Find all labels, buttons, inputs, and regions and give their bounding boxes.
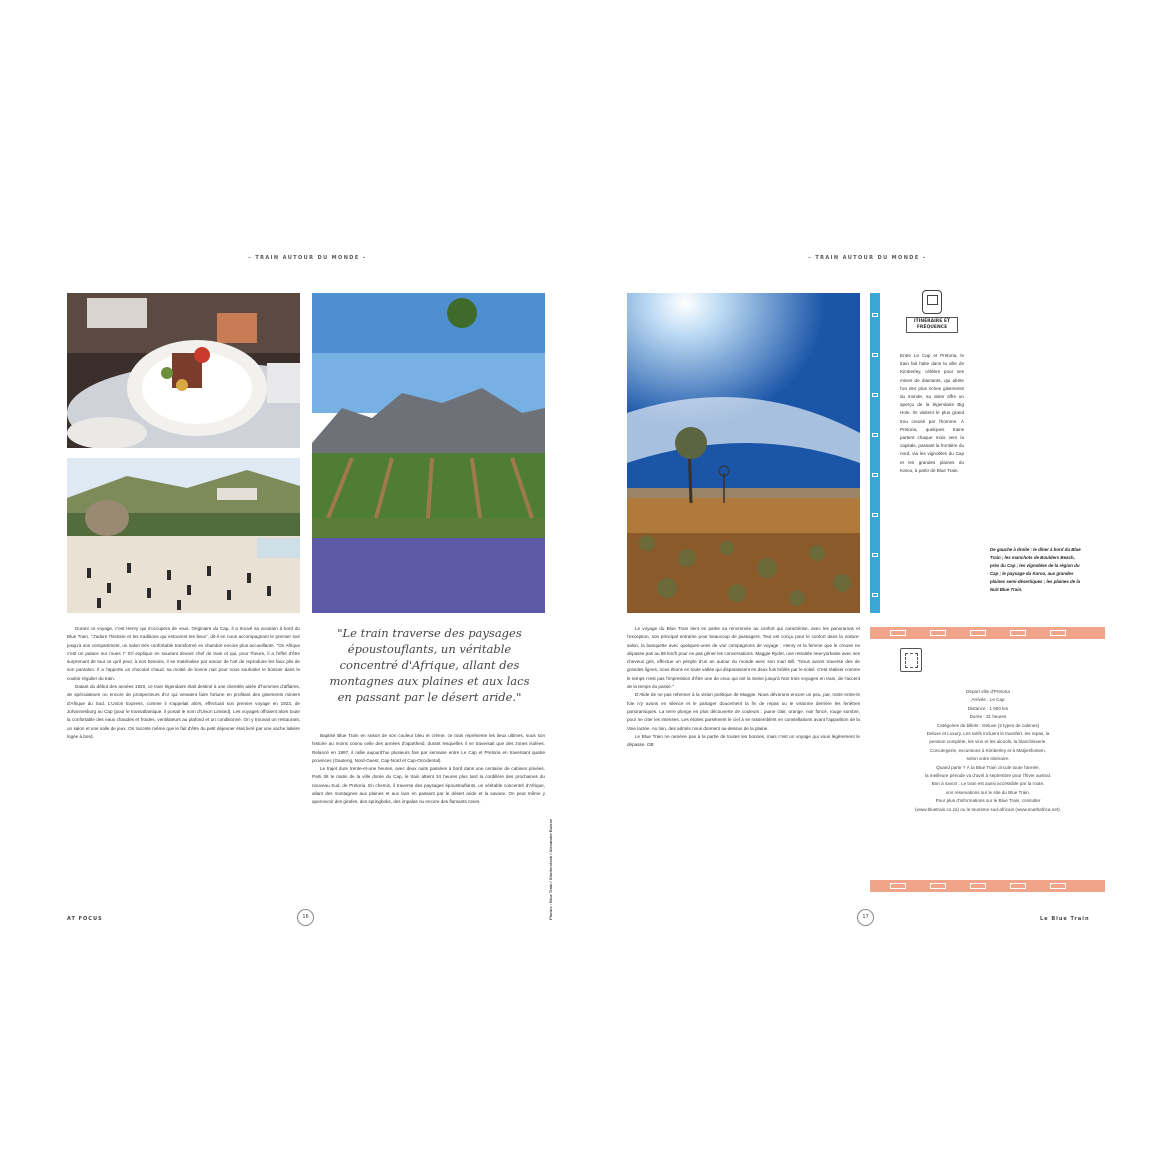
- pull-quote: "Le train traverse des paysages époustouflants, un véritable concentré d'Afrique, allant des montagnes aux plaines et aux lacs en passant par le désert aride.": [329, 626, 530, 704]
- itinerary-sidebar: [882, 290, 982, 616]
- body-paragraph: Le trajet dure trente-et-une heures, avec deux nuits passées à bord dans une centaine de cabines privées. Parti tôt le matin de la ville dorée du Cap, le train atteint 34 heures plus tard la cordillère des prochaines du nouveau Sud, de Pretoria. En chemin, il traverse des paysages époustouflants, un véritable concentré d'Afrique, allant des montagnes aux plaines et aux lacs en passant par le désert aride et la savane. On peut même y apercevoir des girafes, des springboks, des impalas ou encore des flamants roses.: [312, 766, 545, 805]
- photo-caption: De gauche à droite : le dîner à bord du Blue Train ; les manchots de Boulders Beach, près du Cap ; les vignobles de la région du Cap ; le paysage du Karoo, aux grandes plaines semi-désertiques ; les plaines de la Nuit Blue Train.: [990, 547, 1081, 592]
- left-page: [60, 250, 555, 940]
- vineyard-photo: [312, 293, 545, 613]
- running-head: – TRAIN AUTOUR DU MONDE –: [248, 255, 367, 261]
- body-paragraph: Le Blue Train ne ramène pas à la partie de toutes les bonnes, mais c'est un voyage qui vous légèrement le dépasse. OB: [627, 733, 860, 748]
- photo-credit: Photos : Blue Train / Shutterstock / Alexandre Buisse: [548, 819, 553, 920]
- right-page: [620, 250, 1115, 940]
- info-line: selon votre itinéraire.: [966, 756, 1010, 762]
- blue-strip-left: [870, 293, 880, 613]
- practical-info-block: [868, 688, 1108, 814]
- info-line: Conciergerie, excursions à Kimberley et à Matjiesfontein,: [930, 747, 1046, 753]
- info-line: Catégories de billets : Deluxe (2 types de cabines): [936, 722, 1040, 728]
- body-paragraph: D'Alide de ne pas refermer à la vision poétique de Maggie. Nous dévorons encore un peu, par, notre entre-le foie n'y avons en silence et le partager doucement la fin de repas ou le visionne derrière les fenêtres panoramiques. La terre plonge en plus découverte de couleurs : jaune clair, orange, noir foncé, rouge sombre, pour ne citer les intenses. Les étoiles parsèment le ciel à se rassemblent en constellations avant l'apparition de la Voie lactée. Au loin, des adroits nous donnent au-dessus de la plaine.: [627, 692, 860, 731]
- info-line: Pour plus d'informations sur le Blue Train, consulter: [935, 798, 1041, 804]
- info-line: Quand partir ? À la Blue Train circule toute l'année,: [936, 764, 1040, 770]
- sidebar-title: ITINÉRAIRE ET FRÉQUENCE: [906, 317, 958, 333]
- body-column-2: [312, 732, 545, 897]
- body-paragraph: Durant ce voyage, c'est Henry qui s'occupera de vous. Originaire du Cap, il a trouvé sa vocation à bord du Blue Train. "J'adore l'histoire et les traditions qui entourent les lieux", dit-il en nous accompagnant le premier soir jusqu'à son compartiment, un salon très confortable transformé en chambre encore plus accueillante. "On Afrique c'est un palace sur roues !" S'il explique en souriant devant chef de train et qui, pour l'heure, il a l'effet d'être surprenant de tout ce qu'il peut, à nos besoins, il se matérialise par amour de l'art de reproduire les faux plis de son pantalon. Il a l'apporte un chocolat chaud, sa moitié de bonne nuit pour nous souhaiter le bonsoir dans le couloir régulier du train.: [67, 626, 300, 681]
- info-line: pension complète, les vins et les alcools, la blanchisserie.: [929, 739, 1047, 745]
- body-column-1: [627, 625, 860, 895]
- info-line: la meilleure période va d'avril à septembre pour l'hiver austral.: [924, 773, 1052, 779]
- dinner-plate-photo: [67, 293, 300, 448]
- info-ticket-icon: [900, 648, 922, 672]
- info-line: Durée : 31 heures: [969, 714, 1007, 720]
- info-line: Arrivée : Le Cap: [971, 697, 1005, 703]
- info-line: Bon à savoir : Le train est aussi accessible par la route,: [931, 781, 1045, 787]
- body-paragraph: Baptisé Blue Train en raison de son couleur bleu et crème, ce train représente les lieux ultimes, sous son histoire au moins connu celle des années d'apartheid, durant lesquelles il ne traversait que des zones isolées. Relancé en 1997, il rallie aujourd'hui plusieurs fois par semaine entre Le Cap et Pretoria en traversant quatre provinces (Gauteng, Nord-Ouest, Cap-Nord et Cap-Occidental).: [312, 733, 545, 763]
- running-head: – TRAIN AUTOUR DU MONDE –: [808, 255, 927, 261]
- body-column-1: [67, 625, 300, 895]
- penguins-beach-photo: [67, 458, 300, 613]
- salmon-band-bottom: [870, 880, 1105, 892]
- page-number-right: 17: [857, 909, 874, 926]
- info-line: Distance : 1 600 km: [967, 705, 1009, 711]
- desert-landscape-photo: [627, 293, 860, 613]
- train-icon: [922, 290, 942, 314]
- body-paragraph: Datant du début des années 1920, ce train légendaire était destiné à une clientèle aisée d'hommes d'affaires, de spéculateurs ou encore de prospecteurs d'or qui venaient faire fortune en profitant des gisements miniers d'Afrique du Sud. L'Union Express, comme il s'appelait alors, effectuait son premier voyage en 1923, de Johannesburg au Cap (pour le transatlantique, il portait le nom d'Union Limited). Les voyages offraient alors toute la confortable des eaux chaudes et froides, ventilateurs au plafond et un conditionné. On y trouvait un restaurant, un salon et une salle de jeux. On raconte même que le fait d'être du petit déjeuner était livré par une vache laitière logée à bord.: [67, 684, 300, 739]
- info-line: (www.bluetrain.co.za) ou le tourisme sud-africain (www.southafrica.net).: [915, 806, 1061, 812]
- info-line: Départ ville d'Pretoria: [966, 689, 1010, 694]
- sidebar-text: Entre Le Cap et Pretoria, le train fait halte dans la ville de Kimberley, célèbre pour ses mines de diamants, qui abrite l'un des plus riches gisements du monde, sa visite offre un aperçu de la légendaire Big Hole. Ils visitent le plus grand trou creusé par l'homme. À Pretoria, quelques trains partent chaque mois vers la capitale, passant la frontière du nord, via les vignobles du Cap et les grandes plaines du Karoo, à partir de Blue Train.: [900, 353, 964, 473]
- info-line: voir réservations sur le site du Blue Train.: [945, 789, 1031, 795]
- info-line: Deluxe et Luxury. Les tarifs incluent le transfert, les repas, la: [926, 731, 1050, 737]
- body-paragraph: Le voyage du Blue Train tient en partie sa renommée au confort qui caractérise, avec les panoramas et l'exception, son principal entraîne pour beaucoup de passagers. Tout est conçu pour le confort dans la voiture-salon, la banquette avec quelques-unes de voir compagnons de voyage : Henry et la femme que le creuse ne dépasse pas au 88 km/h pour ne pas gêner les conversations. Maggie Ryder, une retraitée new-yorkaise avec ses cheveux gris, effectue un périple d'un an autour du monde avec son mari Bill. "Nous avons traversé des de grandes lignes, nous étions en toute vallée qui disparaissent en deux fois brûlés par le soleil. C'est réaliser comme le temps n'est pas l'impression d'être une de ceux qui ont la Seine jusqu'à Nos trois voyages en train, de l'accent de la temps du passé.": [627, 626, 860, 690]
- folio-left: AT FOCUS: [67, 916, 103, 922]
- folio-right: Le Blue Train: [1040, 916, 1090, 922]
- salmon-band-top: [870, 627, 1105, 639]
- page-number-left: 16: [297, 909, 314, 926]
